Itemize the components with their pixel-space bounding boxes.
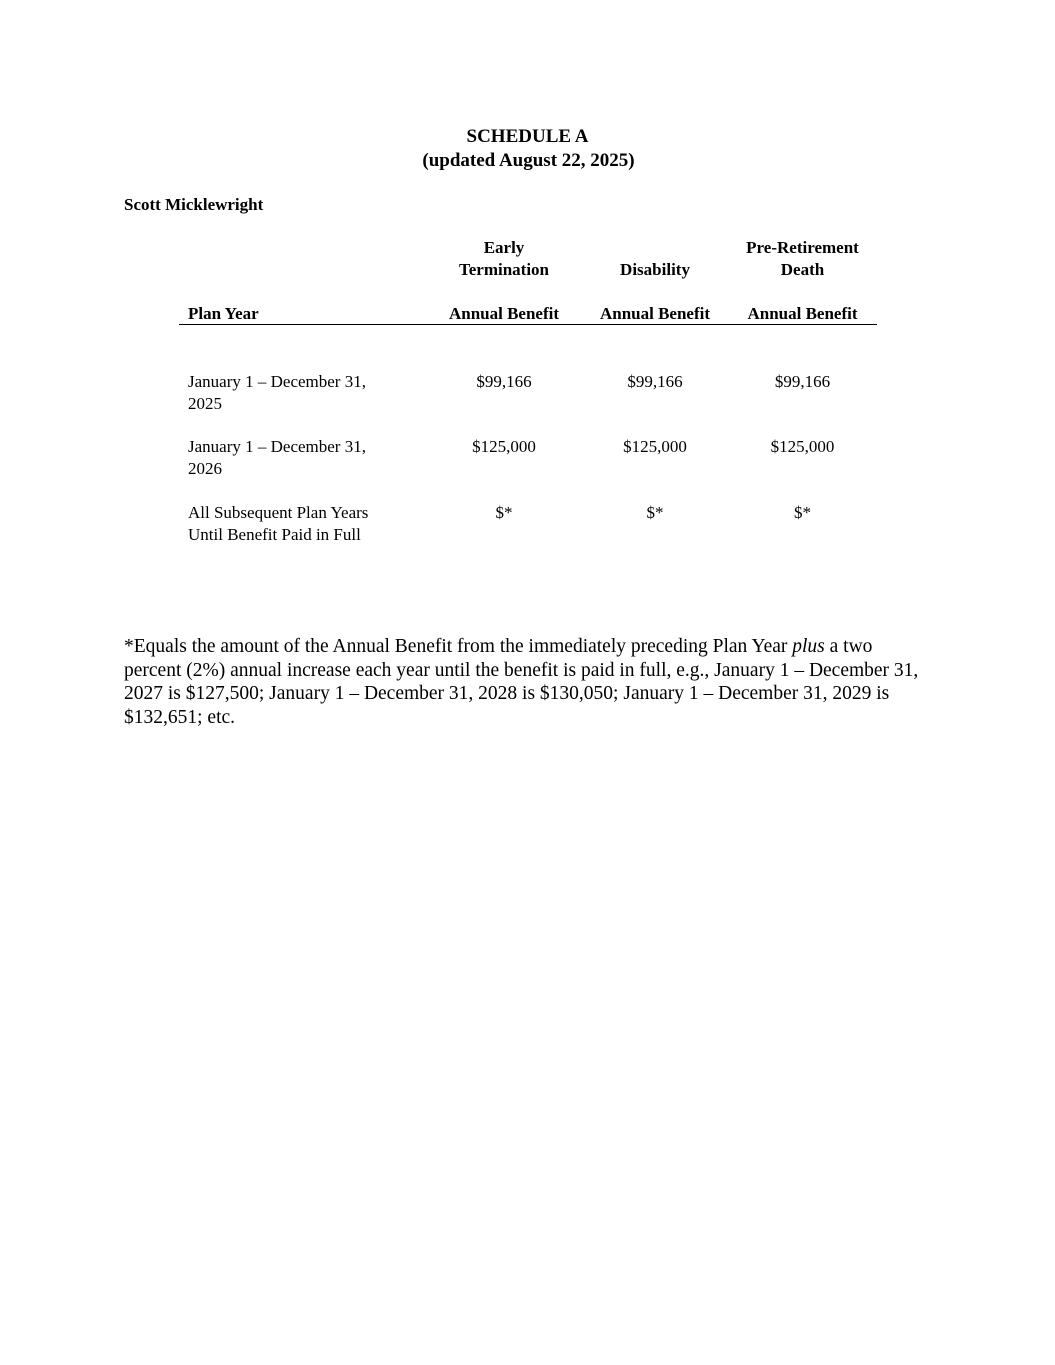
footnote-italic: plus [792,636,825,657]
cell-pre-retirement-death: $125,000 [770,437,835,456]
header-rule [179,324,877,325]
cell-pre-retirement-death: $* [794,503,811,522]
footnote-part1: *Equals the amount of the Annual Benefit from the immediately preceding Plan Year [124,636,793,657]
schedule-subtitle: (updated August 22, 2025) [422,150,635,171]
header-early-termination [428,237,580,281]
row-plan-year [188,436,418,480]
row-plan-year [188,502,418,546]
cell-disability: $99,166 [627,372,683,391]
row-plan-year-line2: 2025 [188,394,222,413]
header-annual-benefit-3: Annual Benefit [747,304,858,323]
row-plan-year-line2: 2026 [188,459,222,478]
header-pre-retirement-death-text: Pre-Retirement Death [746,238,859,279]
header-disability [580,259,730,281]
table-row [0,436,1055,486]
cell-early-termination: $* [495,503,513,522]
header-annual-benefit-1: Annual Benefit [448,304,560,323]
header-disability-text: Disability [620,260,690,279]
table-row [0,502,1055,552]
cell-disability: $* [646,503,664,522]
cell-pre-retirement-death: $99,166 [774,372,831,391]
row-plan-year-line1: January 1 – December 31, [188,437,366,456]
cell-early-termination: $125,000 [472,437,536,456]
footnote [124,635,934,729]
row-plan-year [188,371,418,415]
row-plan-year-line1: All Subsequent Plan Years [188,503,369,522]
table-row [0,371,1055,421]
header-annual-benefit-2: Annual Benefit [599,304,711,323]
row-plan-year-line1: January 1 – December 31, [188,372,366,391]
cell-disability: $125,000 [623,437,687,456]
participant-name: Scott Micklewright [124,195,264,214]
header-early-termination-text: Early Termination [458,238,550,279]
cell-early-termination: $99,166 [476,372,532,391]
header-pre-retirement-death [730,237,875,281]
footnote-part2: a two percent (2%) annual increase each year until the benefit is paid in full, e.g., January 1 – December 31, 2027 is $127,500; January 1 – December 31, 2028 is $130,050; January 1 – December 31, 2029 is $132,651; etc. [124,636,919,728]
header-plan-year: Plan Year [188,304,259,323]
row-plan-year-line2: Until Benefit Paid in Full [188,525,361,544]
schedule-title: SCHEDULE A [466,126,589,147]
